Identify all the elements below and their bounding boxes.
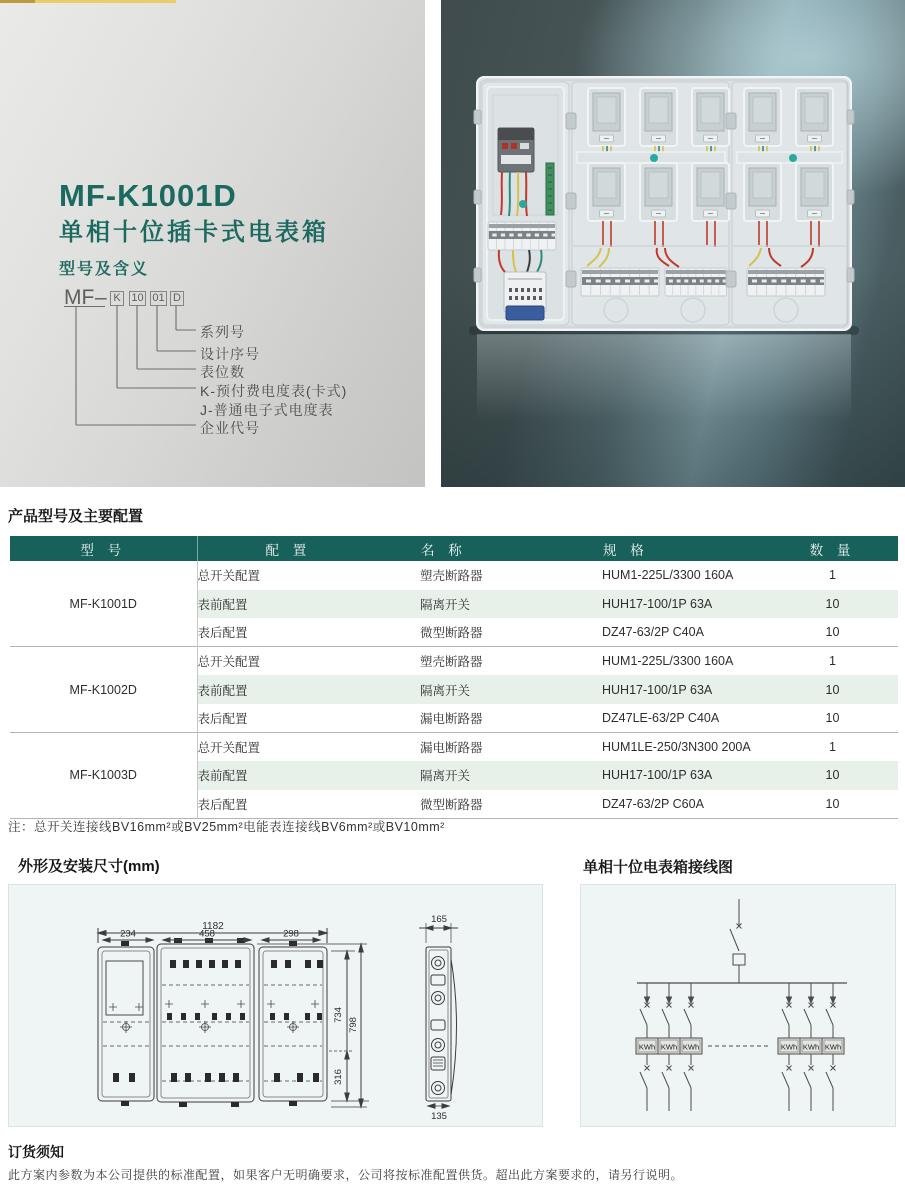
cell-name: 微型断路器 xyxy=(420,626,483,641)
model-code-box-d: D xyxy=(170,291,184,306)
floor-reflection xyxy=(477,334,851,420)
model-cell: MF-K1001D xyxy=(10,561,197,647)
cell-qty: 10 xyxy=(825,711,840,726)
config-section-title: 产品型号及主要配置 xyxy=(8,508,144,525)
hero-left-panel xyxy=(0,0,425,487)
model-cell: MF-K1002D xyxy=(10,647,197,733)
cell-qty: 10 xyxy=(825,796,840,811)
dim-lower-height: 316 xyxy=(333,1069,344,1085)
table-row xyxy=(10,561,898,590)
seal-button xyxy=(789,154,797,162)
isolator-row xyxy=(488,222,556,250)
dimensions-panel xyxy=(8,884,543,1127)
cell-spec: HUM1-225L/3300 160A xyxy=(602,647,767,676)
cell-name: 隔离开关 xyxy=(420,675,602,704)
breaker-cluster xyxy=(581,268,659,296)
table-header-row xyxy=(10,536,898,561)
cell-name: 微型断路器 xyxy=(420,797,483,812)
meter-box-photo xyxy=(441,0,905,487)
cell-qty: 10 xyxy=(767,675,898,704)
kwh-label: KWh xyxy=(824,1042,842,1052)
product-photo-panel xyxy=(441,0,905,487)
dim-inner-height: 734 xyxy=(333,1007,344,1023)
table-row xyxy=(10,733,898,762)
cell-config: 表后配置 xyxy=(197,712,248,727)
model-meaning-heading: 型号及含义 xyxy=(59,261,150,278)
col-header-model: 型 号 xyxy=(10,536,197,561)
col-header-config: 配 置 xyxy=(197,536,420,561)
dim-overall-height: 798 xyxy=(348,1017,359,1033)
model-code-box-10: 10 xyxy=(129,291,146,306)
kwh-label: KWh xyxy=(780,1042,798,1052)
cell-config: 表前配置 xyxy=(197,761,420,790)
cell-qty: 1 xyxy=(829,568,836,583)
code-label-k-meaning: K-预付费电度表(卡式) xyxy=(200,383,348,399)
dim-left-width: 234 xyxy=(120,928,136,940)
col-header-spec: 规 格 xyxy=(602,536,767,561)
main-breaker xyxy=(498,128,534,172)
meter-box xyxy=(474,77,854,330)
dim-overall-width: 1182 xyxy=(202,921,224,932)
cell-spec: HUH17-100/1P 63A xyxy=(602,761,767,790)
cell-spec: DZ47-63/2P C40A xyxy=(602,625,704,640)
cell-spec: HUM1-225L/3300 160A xyxy=(602,568,734,583)
model-code-box-k: K xyxy=(110,291,124,306)
code-label-design-serial: 设计序号 xyxy=(200,346,260,362)
config-table xyxy=(10,536,898,819)
model-code-dash: – xyxy=(95,286,107,309)
kwh-label: KWh xyxy=(802,1042,820,1052)
cell-name: 塑壳断路器 xyxy=(420,647,602,676)
service-section xyxy=(482,82,569,325)
cell-qty: 1 xyxy=(767,733,898,762)
dim-right-width: 298 xyxy=(283,928,299,940)
dimensions-section-title: 外形及安装尺寸(mm) xyxy=(18,858,160,875)
cell-name: 漏电断路器 xyxy=(420,733,602,762)
product-model-title: MF-K1001D xyxy=(59,178,237,213)
cell-name: 隔离开关 xyxy=(420,590,602,619)
dimension-drawing xyxy=(9,885,542,1126)
wiring-section-title: 单相十位电表箱接线图 xyxy=(583,859,734,876)
wiring-panel xyxy=(580,884,896,1127)
middle-section xyxy=(572,82,729,325)
model-cell: MF-K1003D xyxy=(10,733,197,819)
seal-button xyxy=(650,154,658,162)
wiring-diagram xyxy=(581,885,895,1126)
cell-config: 表前配置 xyxy=(197,675,420,704)
dim-side-depth: 135 xyxy=(431,1111,447,1122)
cell-config: 表后配置 xyxy=(197,797,248,812)
cell-config: 表后配置 xyxy=(197,626,248,641)
cell-qty: 10 xyxy=(825,625,840,640)
side-view xyxy=(426,947,457,1101)
code-label-j-meaning: J-普通电子式电度表 xyxy=(200,402,334,418)
model-code-prefix: MF xyxy=(64,286,95,309)
metering-unit xyxy=(504,272,546,320)
seal-button xyxy=(519,200,527,208)
cell-qty: 1 xyxy=(767,647,898,676)
cell-spec: DZ47-63/2P C60A xyxy=(602,796,704,811)
order-notice-text: 此方案内参数为本公司提供的标准配置，如果客户无明确要求，公司将按标准配置供货。超出此方案要求的，请另行说明。 xyxy=(8,1168,684,1182)
cell-config: 表前配置 xyxy=(197,590,420,619)
col-header-name: 名 称 xyxy=(420,536,602,561)
gold-accent-strip xyxy=(0,0,176,3)
kwh-label: KWh xyxy=(660,1042,678,1052)
code-label-company-code: 企业代号 xyxy=(200,420,260,436)
cell-spec: DZ47LE-63/2P C40A xyxy=(602,711,720,726)
cell-spec: HUM1LE-250/3N300 200A xyxy=(602,733,767,762)
kwh-label: KWh xyxy=(682,1042,700,1052)
model-code-connector-lines xyxy=(60,305,220,433)
dim-side-width: 165 xyxy=(431,914,447,925)
cell-spec: HUH17-100/1P 63A xyxy=(602,590,767,619)
cell-config: 总开关配置 xyxy=(197,647,420,676)
cell-spec: HUH17-100/1P 63A xyxy=(602,675,767,704)
product-subtitle: 单相十位插卡式电表箱 xyxy=(59,219,329,246)
model-code-box-01: 01 xyxy=(150,291,167,306)
cell-qty: 10 xyxy=(767,761,898,790)
table-note: 注：总开关连接线BV16mm²或BV25mm²电能表连接线BV6mm²或BV10mm² xyxy=(8,820,445,834)
dim-middle-width: 458 xyxy=(199,928,215,940)
breaker-cluster xyxy=(747,268,825,296)
right-section xyxy=(732,82,847,325)
code-label-series: 系列号 xyxy=(200,324,245,340)
breaker-cluster xyxy=(665,268,727,296)
cell-name: 漏电断路器 xyxy=(420,712,483,727)
table-row xyxy=(10,647,898,676)
cell-config: 总开关配置 xyxy=(197,569,261,584)
order-notice-title: 订货须知 xyxy=(8,1144,64,1160)
cell-name: 塑壳断路器 xyxy=(420,569,483,584)
kwh-label: KWh xyxy=(638,1042,656,1052)
cell-name: 隔离开关 xyxy=(420,761,602,790)
col-header-qty: 数 量 xyxy=(767,536,898,561)
cell-config: 总开关配置 xyxy=(197,733,420,762)
cell-qty: 10 xyxy=(767,590,898,619)
code-label-meter-count: 表位数 xyxy=(200,364,245,380)
